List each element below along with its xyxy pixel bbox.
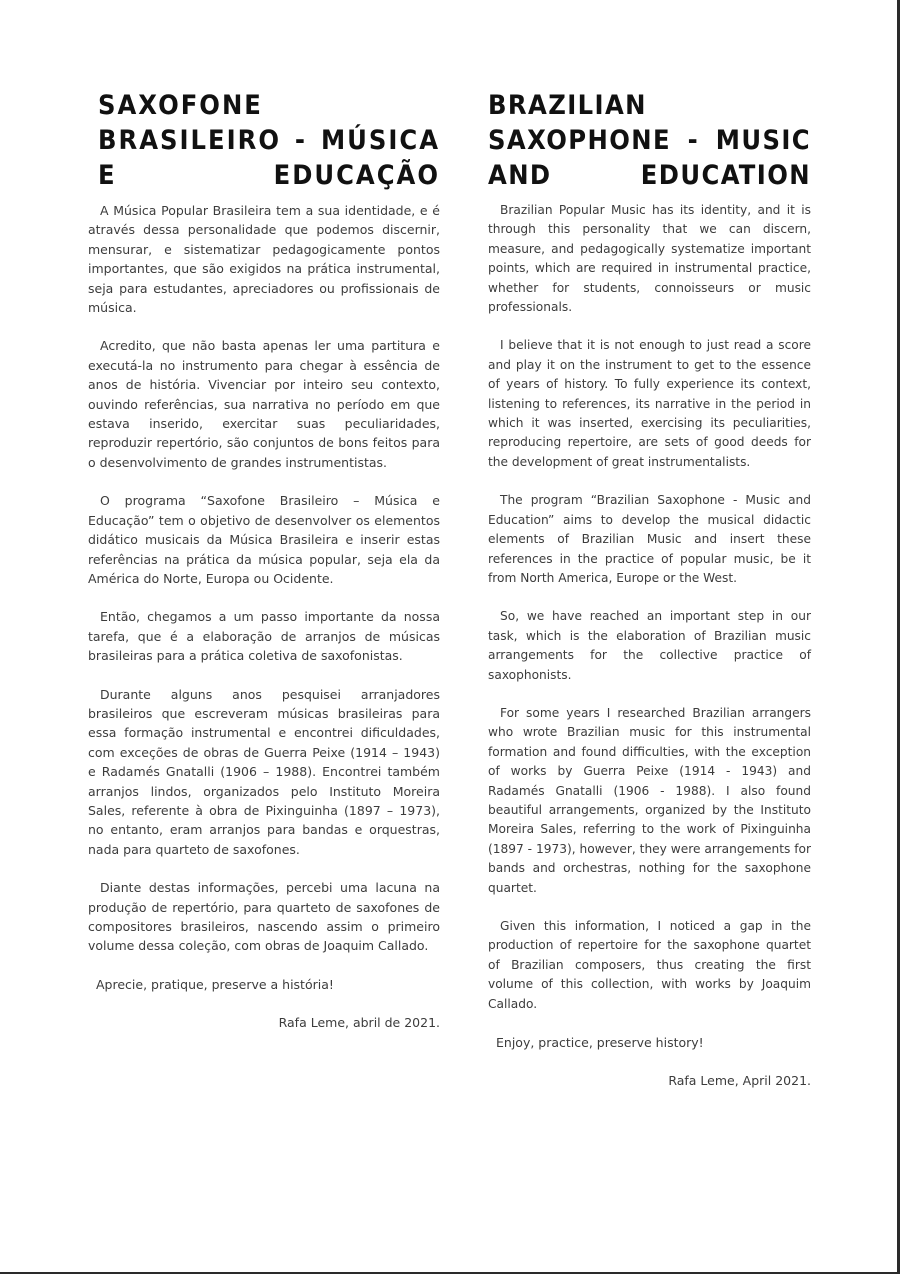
english-paragraph-6: Given this information, I noticed a gap in the production of repertoire for the saxophone quartet of Brazilian composers, thus creating the first volume of this collection, with works by Joaquim Callado. bbox=[488, 919, 811, 1011]
english-column bbox=[488, 88, 811, 1091]
portuguese-paragraph-5: Durante alguns anos pesquisei arranjadores brasileiros que escreveram músicas brasileiras para essa formação instrumental e encontrei dificuldades, com exceções de obras de Guerra Peixe (1914 – 1943) e Radamés Gnatalli (1906 – 1988). Encontrei também arranjos lindos, organizados pelo Instituto Moreira Sales, referente à obra de Pixinguinha (1897 – 1973), no entanto, eram arranjos para bandas e orquestras, nada para quarteto de saxofones. bbox=[88, 686, 440, 857]
english-paragraph-5: For some years I researched Brazilian arrangers who wrote Brazilian music for this instrumental formation and found difficulties, with the exception of works by Guerra Peixe (1914 - 1943) and Radamés Gnatalli (1906 - 1988). I also found beautiful arrangements, organized by the Instituto Moreira Sales, referring to the work of Pixinguinha (1897 - 1973), however, they were arrangements for bands and orchestras, nothing for the saxophone quartet. bbox=[488, 705, 811, 895]
portuguese-column bbox=[88, 88, 440, 1033]
portuguese-paragraph-6: Diante destas informações, percebi uma lacuna na produção de repertório, para quarteto de saxofones de compositores brasileiros, nascendo assim o primeiro volume dessa coleção, com obras de Joaquim Callado. bbox=[88, 880, 440, 954]
english-paragraph-3: The program “Brazilian Saxophone - Music and Education” aims to develop the musical didactic elements of Brazilian Music and insert these references in the practice of popular music, be it from North America, Europe or the West. bbox=[488, 493, 811, 585]
english-paragraph-2: I believe that it is not enough to just read a score and play it on the instrument to get to the essence of years of history. To fully experience its context, listening to references, its narrative in the period in which it was inserted, exercising its peculiarities, reproducing repertoire, are sets of good deeds for the development of great instrumentalists. bbox=[488, 338, 811, 469]
portuguese-paragraph-2: Acredito, que não basta apenas ler uma partitura e executá-la no instrumento para chegar à essência de anos de história. Vivenciar por inteiro seu contexto, ouvindo referências, sua narrativa no período em que estava inserido, exercitar suas peculiaridades, reproduzir repertório, são conjuntos de bons feitos para o desenvolvimento de grandes instrumentistas. bbox=[88, 338, 440, 470]
english-paragraph-1: Brazilian Popular Music has its identity, and it is through this personality that we can discern, measure, and pedagogically systematize important points, which are required in instrumental practice, whether for students, connoisseurs or music professionals. bbox=[488, 203, 811, 315]
portuguese-paragraph-3: O programa “Saxofone Brasileiro – Música e Educação” tem o objetivo de desenvolver os elementos didático musicais da Música Brasileira e inserir estas referências na prática da música popular, seja ela da América do Norte, Europa ou Ocidente. bbox=[88, 493, 440, 586]
english-title: BRAZILIAN SAXOPHONE - MUSIC AND EDUCATION bbox=[488, 90, 811, 191]
portuguese-title: SAXOFONE BRASILEIRO - MÚSICA E EDUCAÇÃO bbox=[98, 90, 440, 191]
english-closing: Enjoy, practice, preserve history! bbox=[496, 1035, 704, 1051]
portuguese-paragraph-1: A Música Popular Brasileira tem a sua identidade, e é através dessa personalidade que podemos discernir, mensurar, e sistematizar pedagogicamente pontos importantes, que são exigidos na prática instrumental, seja para estudantes, apreciadores ou profissionais de música. bbox=[88, 203, 440, 316]
portuguese-signature: Rafa Leme, abril de 2021. bbox=[278, 1015, 440, 1031]
english-signature: Rafa Leme, April 2021. bbox=[668, 1073, 811, 1089]
english-paragraph-4: So, we have reached an important step in our task, which is the elaboration of Brazilian music arrangements for the collective practice of saxophonists. bbox=[488, 609, 811, 682]
portuguese-closing: Aprecie, pratique, preserve a história! bbox=[96, 976, 334, 992]
portuguese-paragraph-4: Então, chegamos a um passo importante da nossa tarefa, que é a elaboração de arranjos de músicas brasileiras para a prática coletiva de saxofonistas. bbox=[88, 609, 440, 664]
